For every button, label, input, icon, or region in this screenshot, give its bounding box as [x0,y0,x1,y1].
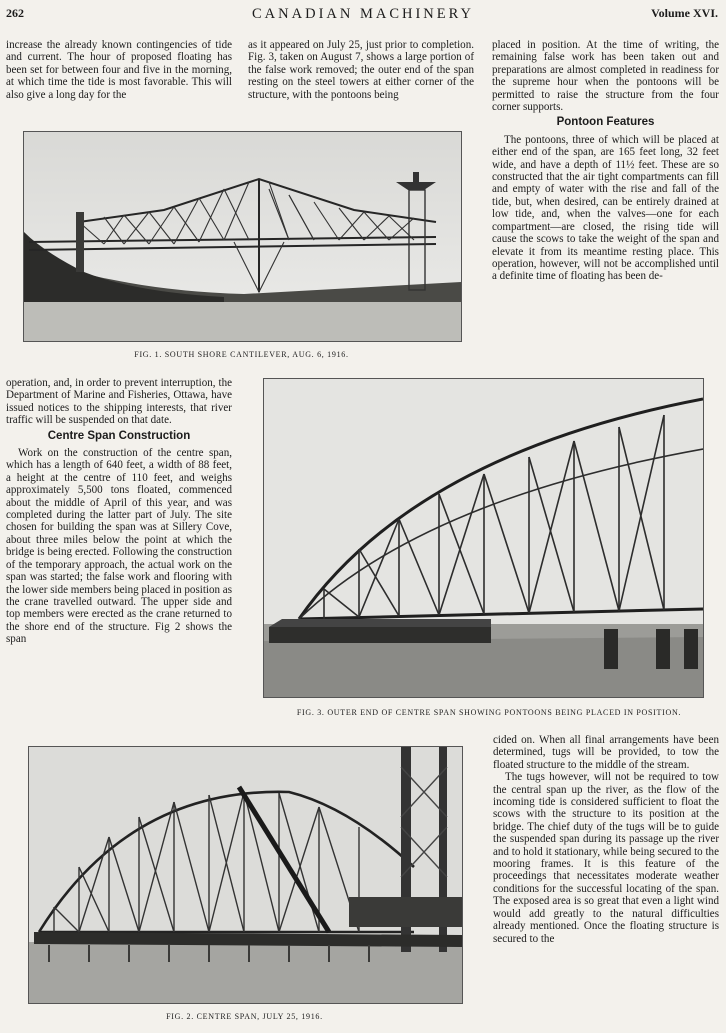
paragraph: The tugs however, will not be required to tow the central span up the river, as the flow of the incoming tide is considered sufficient to float the scows with the structure to its position at the bridge. The chief duty of the tugs will be to guide the suspended span during its passage up the river and to hold it stationary, while being secured to the mooring frames. It is this feature of the proceedings that necessitates moderate weather conditions for the successful locating of the span. The exposed area is so great that even a light wind would add greatly to the natural difficulties already mentioned. Once the floating structure is secured to the [493,771,719,945]
figure-1-photo [23,131,462,342]
figure-2-photo [28,746,463,1004]
right-column-bottom [493,734,719,945]
left-column-top [6,39,232,101]
figure-1-caption: FIG. 1. SOUTH SHORE CANTILEVER, AUG. 6, 1916. [134,350,349,359]
paragraph: as it appeared on July 25, just prior to completion. Fig. 3, taken on August 7, shows a large portion of the false work removed; the outer end of the span resting on the steel towers at either corner of the structure, with the pontoons being [248,39,474,101]
paragraph: increase the already known contingencies of tide and current. The hour of proposed floating has been set for between four and five in the morning, at which time the tide is most favorable. This will also give a long day for the [6,39,232,101]
journal-title: CANADIAN MACHINERY [252,6,474,22]
paragraph: The pontoons, three of which will be placed at either end of the span, are 165 feet long, 32 feet wide, and have a depth of 11½ feet. These are so constructed that the air tight compartments can fill and empty of water with the rise and fall of the tide, but, when desired, can be entirely drained at low tide, and, when the valves—one for each compartment—are closed, the rising tide will cause the scows to take the weight of the span and elevate it from its meantime resting place. This operation, however, will not be accomplished until a definite time of floating has been de- [492,133,719,283]
paragraph: operation, and, in order to prevent interruption, the Department of Marine and Fisheries, Ottawa, have issued notices to the shipping interests, that river traffic will be suspended on that date. [6,377,232,427]
paragraph: cided on. When all final arrangements have been determined, tugs will be provided, to tow the floated structure to the middle of the stream. [493,734,719,771]
section-heading-pontoon-features: Pontoon Features [556,116,655,129]
paragraph: Work on the construction of the centre span, which has a length of 640 feet, a width of 88 feet, a height at the centre of 110 feet, and weighs approximately 5,500 tons floated, commenced about the middle of April of this year, and was completed during the latter part of July. The site chosen for building the span was at Sillery Cove, about three miles below the point at which the bridge is being erected. Following the construction of the temporary approach, the actual work on the span was started; the false work and flooring with the lower side members being placed in position as the crane travelled outward. The upper side and top members were erected as the crane returned to the shore end of the structure. Fig 2 shows the span [6,447,232,646]
figure-3-photo [263,378,704,698]
volume-label: Volume XVI. [651,6,718,20]
paragraph: placed in position. At the time of writing, the remaining false work has been taken out and preparations are almost completed in readiness for the supreme hour when the pontoons will be permitted to raise the structure from the four corner supports. [492,39,719,114]
figure-3-caption: FIG. 3. OUTER END OF CENTRE SPAN SHOWING PONTOONS BEING PLACED IN POSITION. [296,708,682,717]
right-column-top [492,39,719,283]
page-number: 262 [6,6,24,20]
left-column-middle [6,377,232,646]
middle-column-top [248,39,474,101]
figure-2-caption: FIG. 2. CENTRE SPAN, JULY 25, 1916. [166,1012,323,1021]
section-heading-centre-span: Centre Span Construction [47,429,191,442]
